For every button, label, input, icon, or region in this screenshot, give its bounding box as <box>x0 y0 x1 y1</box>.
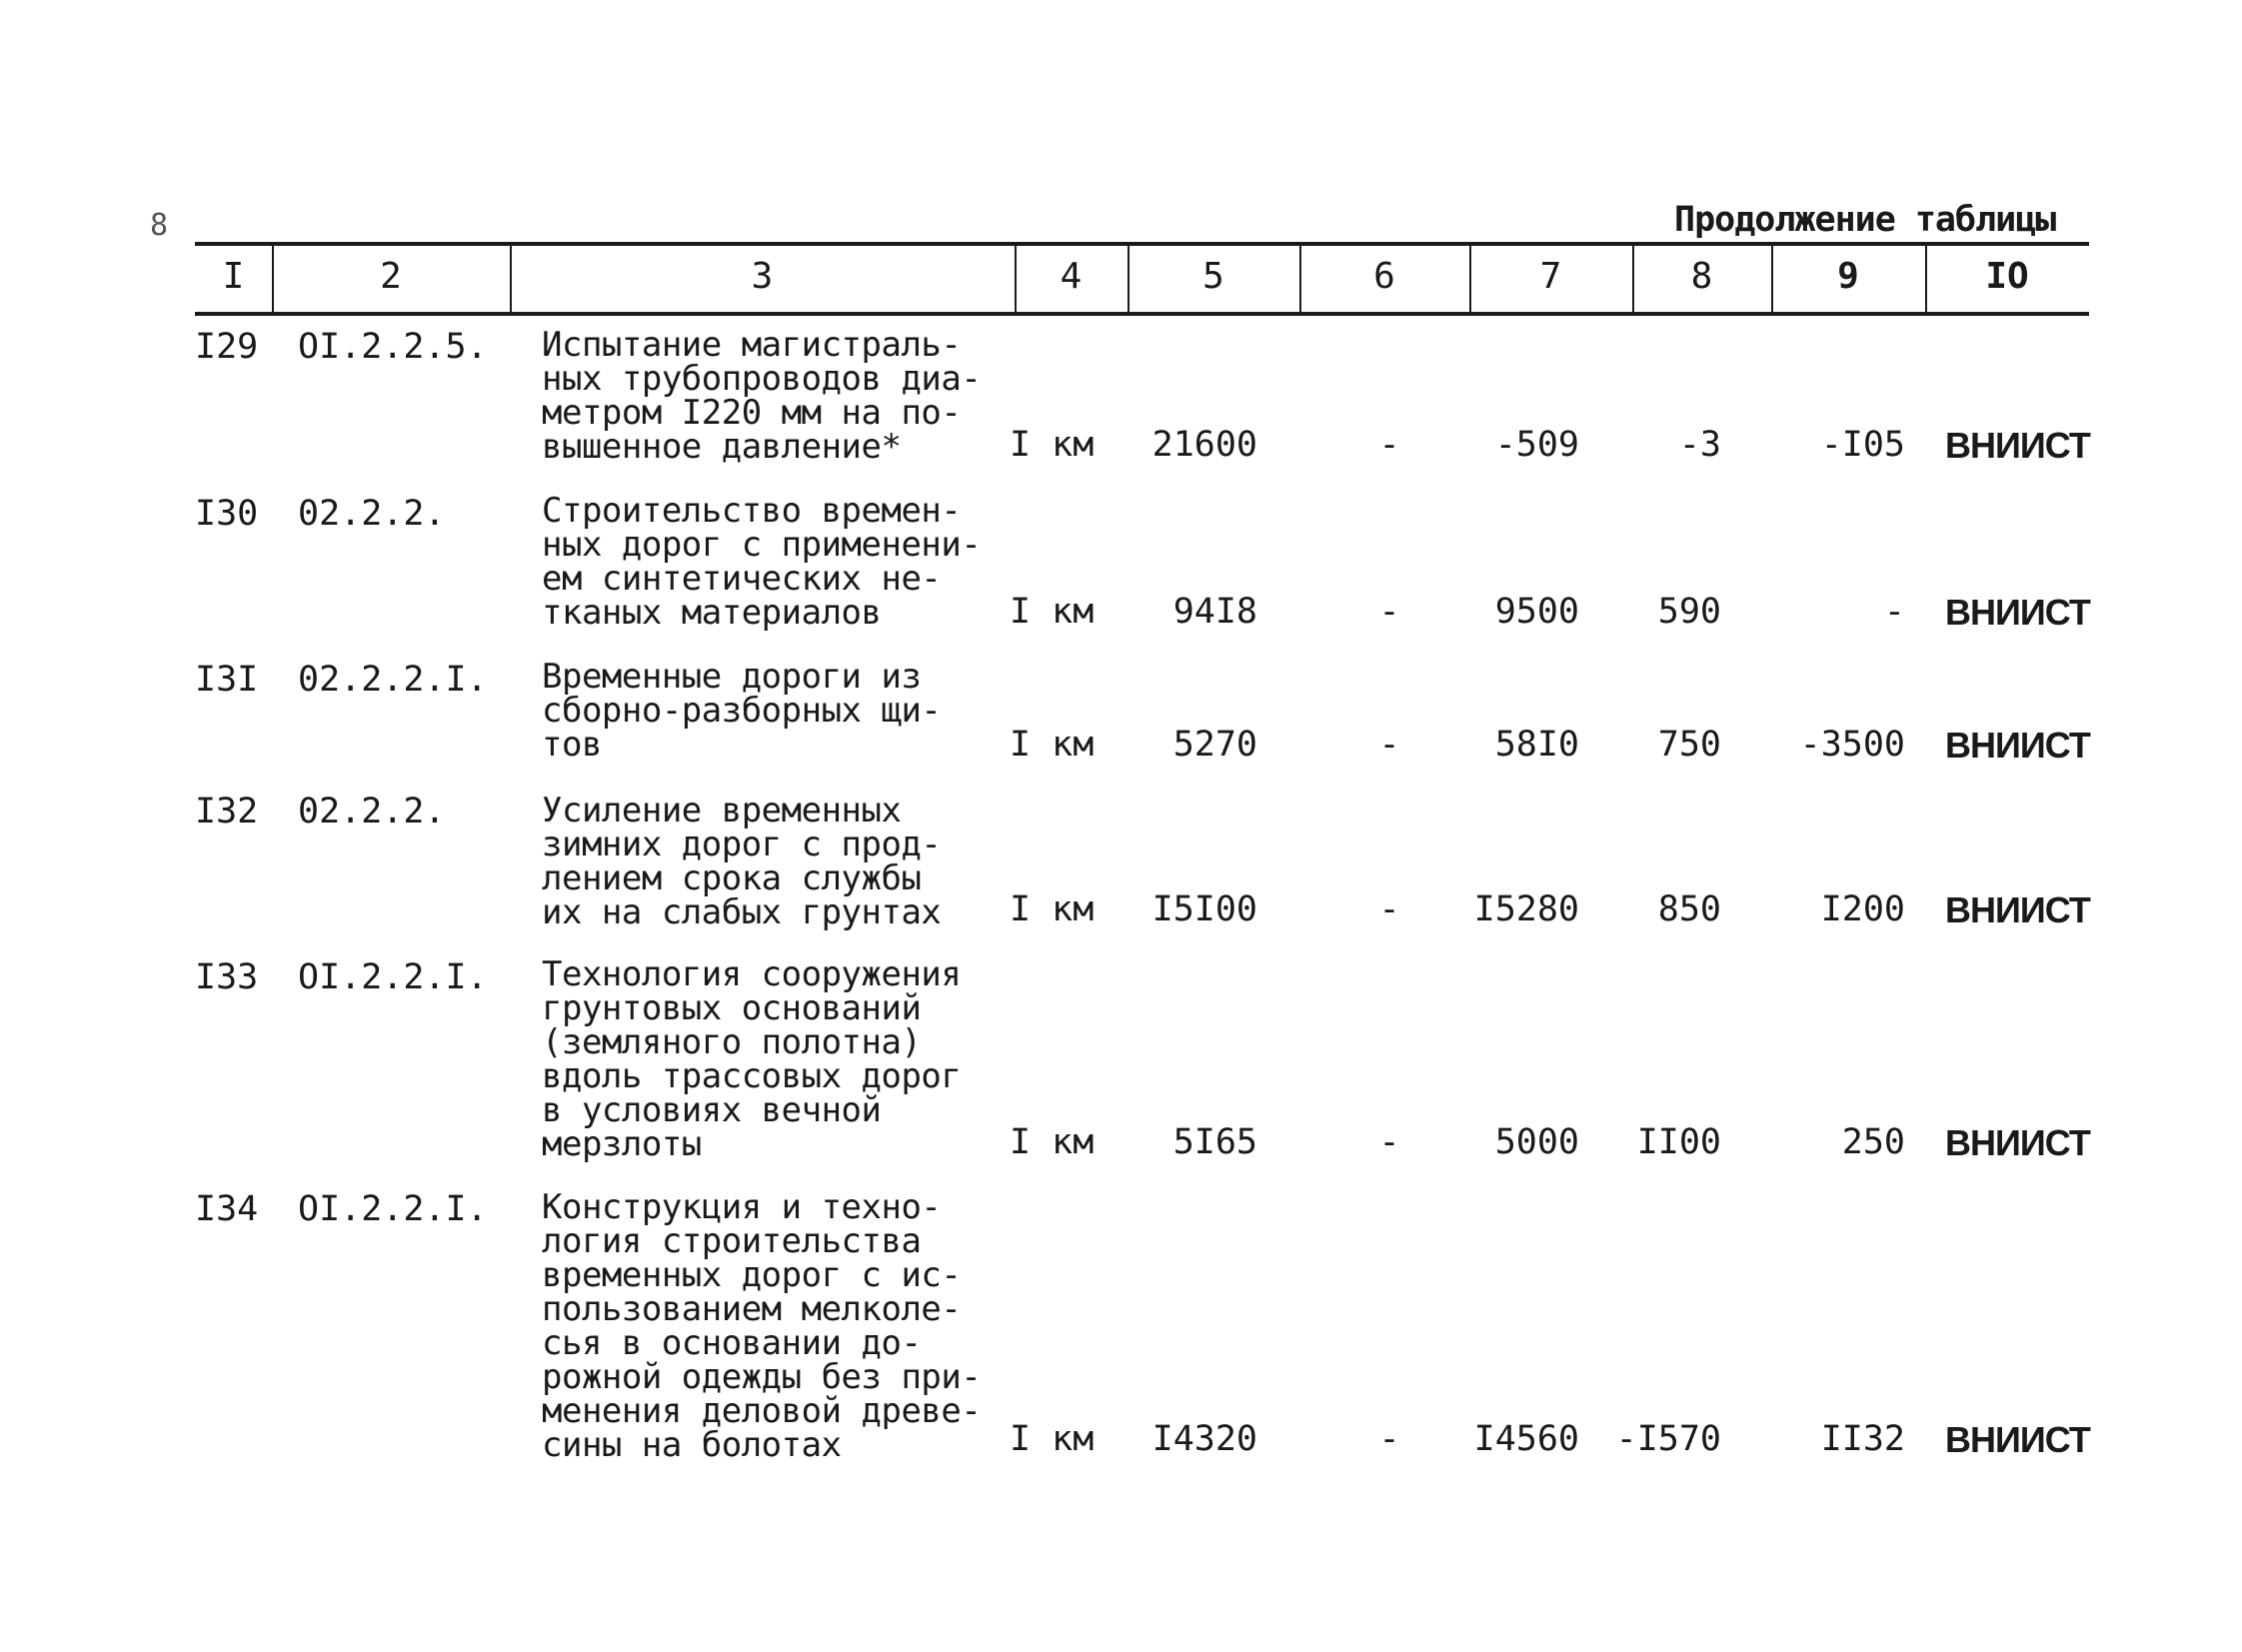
row-col5: 21600 <box>1151 425 1257 465</box>
row-number: I30 <box>195 494 259 534</box>
row-col8: 590 <box>1657 592 1721 632</box>
row-col8: -I570 <box>1615 1419 1721 1459</box>
row-col5: I5I00 <box>1151 889 1257 929</box>
column-header: 4 <box>1060 256 1083 297</box>
column-header: 8 <box>1690 256 1713 297</box>
row-col6: - <box>1378 889 1400 929</box>
row-col9: 250 <box>1841 1122 1905 1162</box>
row-number: I32 <box>195 792 259 831</box>
row-col6: - <box>1378 425 1400 465</box>
row-description: Временные дороги из сборно-разборных щи- тов <box>542 657 942 765</box>
row-organization: ВНИИСТ <box>1945 725 2090 766</box>
row-code: OI.2.2.I. <box>298 1189 488 1229</box>
row-col6: - <box>1378 1122 1400 1162</box>
table-top-rule <box>195 242 2089 246</box>
table-caption: Продолжение таблицы <box>1674 200 2056 240</box>
row-unit: I км <box>1010 425 1095 465</box>
row-col5: I4320 <box>1151 1419 1257 1459</box>
row-unit: I км <box>1010 1419 1095 1459</box>
row-col9: - <box>1883 592 1905 632</box>
row-number: I29 <box>195 327 259 367</box>
row-col7: I5280 <box>1473 889 1579 929</box>
row-col7: 9500 <box>1494 592 1579 632</box>
row-col5: 5I65 <box>1172 1122 1257 1162</box>
column-header: I <box>222 256 245 297</box>
row-unit: I км <box>1010 889 1095 929</box>
row-col5: 5270 <box>1172 725 1257 765</box>
row-code: OI.2.2.I. <box>298 957 488 997</box>
row-col9: -3500 <box>1799 725 1905 765</box>
column-header: 7 <box>1539 256 1562 297</box>
row-description: Конструкция и техно- логия строительства временных дорог с ис- пользованием мелколе- сья в основании до- рожной одежды без при- менения деловой древе- сины на болотах <box>542 1187 982 1465</box>
column-header: 9 <box>1837 256 1859 297</box>
row-col6: - <box>1378 725 1400 765</box>
row-organization: ВНИИСТ <box>1945 1419 2090 1460</box>
row-col8: -3 <box>1678 425 1721 465</box>
row-code: 02.2.2. <box>298 494 446 534</box>
row-col7: 58I0 <box>1494 725 1579 765</box>
row-col7: I4560 <box>1473 1419 1579 1459</box>
column-header: 5 <box>1202 256 1224 297</box>
row-organization: ВНИИСТ <box>1945 425 2090 466</box>
row-code: 02.2.2. <box>298 792 446 831</box>
row-code: OI.2.2.5. <box>298 327 488 367</box>
row-description: Технология сооружения грунтовых оснований (земляного полотна) вдоль трассовых дорог в условиях вечной мерзлоты <box>542 954 962 1164</box>
row-col7: -509 <box>1494 425 1579 465</box>
row-col6: - <box>1378 592 1400 632</box>
column-header: 3 <box>751 256 774 297</box>
row-organization: ВНИИСТ <box>1945 592 2090 633</box>
row-col8: II00 <box>1636 1122 1721 1162</box>
page-mark: 8 <box>150 208 169 243</box>
row-unit: I км <box>1010 592 1095 632</box>
row-col8: 850 <box>1657 889 1721 929</box>
row-col6: - <box>1378 1419 1400 1459</box>
row-code: 02.2.2.I. <box>298 660 488 700</box>
row-organization: ВНИИСТ <box>1945 889 2090 930</box>
row-col9: I200 <box>1820 889 1905 929</box>
row-col9: II32 <box>1820 1419 1905 1459</box>
row-col7: 5000 <box>1494 1122 1579 1162</box>
row-description: Усиление временных зимних дорог с прод- лением срока службы их на слабых грунтах <box>542 791 942 932</box>
column-header: 6 <box>1373 256 1395 297</box>
row-number: I3I <box>195 660 259 700</box>
row-col5: 94I8 <box>1172 592 1257 632</box>
header-bottom-rule <box>195 312 2089 316</box>
column-header: IO <box>1985 256 2029 297</box>
column-header: 2 <box>380 256 402 297</box>
row-col9: -I05 <box>1820 425 1905 465</box>
row-col8: 750 <box>1657 725 1721 765</box>
row-organization: ВНИИСТ <box>1945 1122 2090 1163</box>
row-number: I33 <box>195 957 259 997</box>
row-unit: I км <box>1010 1122 1095 1162</box>
row-description: Строительство времен- ных дорог с применени- ем синтетических не- тканых материалов <box>542 491 982 633</box>
row-description: Испытание магистраль- ных трубопроводов диа- метром I220 мм на по- вышенное давление* <box>542 325 982 467</box>
row-unit: I км <box>1010 725 1095 765</box>
row-number: I34 <box>195 1189 259 1229</box>
